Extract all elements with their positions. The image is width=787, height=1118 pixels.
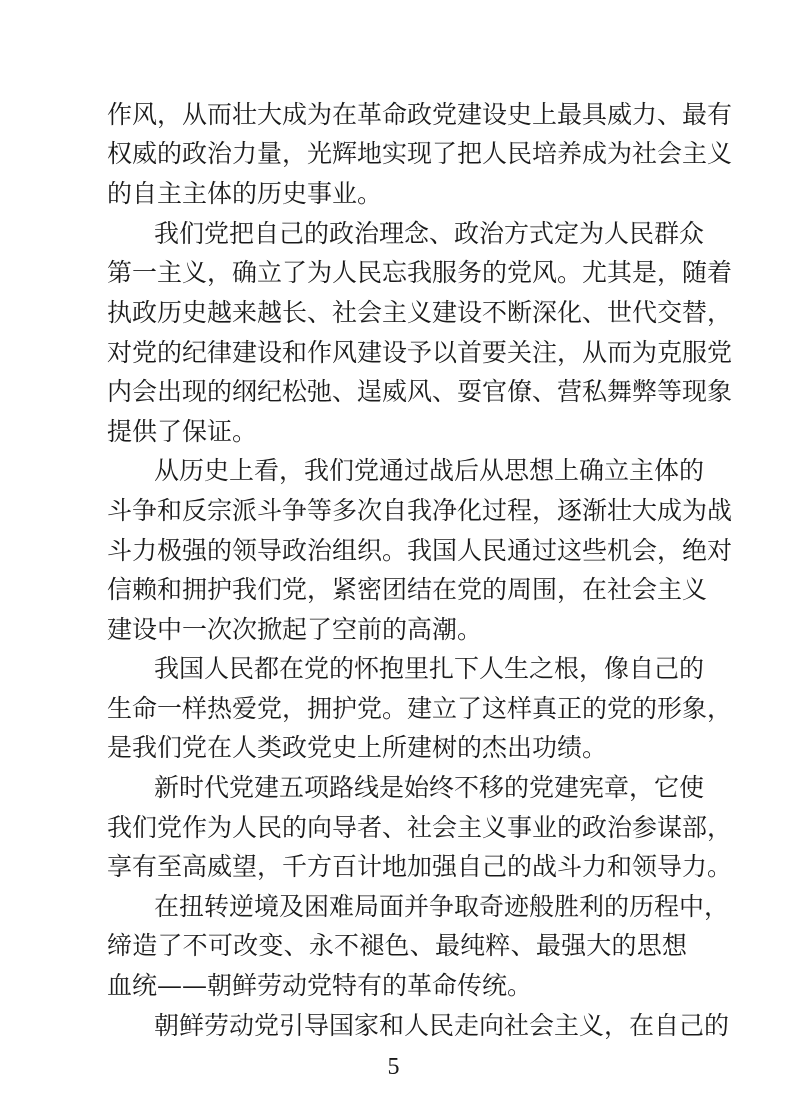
body-line: 享有至高威望，千方百计地加强自己的战斗力和领导力。 xyxy=(107,852,733,881)
body-line: 建设中一次次掀起了空前的高潮。 xyxy=(107,615,483,644)
body-line: 血统——朝鲜劳动党特有的革命传统。 xyxy=(107,971,533,1000)
page-number: 5 xyxy=(387,1054,400,1080)
body-line: 对党的纪律建设和作风建设予以首要关注，从而为克服党 xyxy=(107,338,733,367)
body-line: 内会出现的纲纪松弛、逞威风、耍官僚、营私舞弊等现象 xyxy=(107,377,733,406)
body-line: 执政历史越来越长、社会主义建设不断深化、世代交替， xyxy=(107,298,733,327)
paragraph-first-line: 朝鲜劳动党引导国家和人民走向社会主义，在自己的 xyxy=(154,1011,730,1040)
paragraph-first-line: 新时代党建五项路线是始终不移的党建宪章，它使 xyxy=(154,773,705,802)
body-line: 生命一样热爱党，拥护党。建立了这样真正的党的形象， xyxy=(107,694,733,723)
body-line: 斗争和反宗派斗争等多次自我净化过程，逐渐壮大成为战 xyxy=(107,496,733,525)
body-line: 是我们党在人类政党史上所建树的杰出功绩。 xyxy=(107,733,608,762)
body-line: 缔造了不可改变、永不褪色、最纯粹、最强大的思想 xyxy=(107,931,687,960)
body-line: 的自主主体的历史事业。 xyxy=(107,179,383,208)
body-line: 信赖和拥护我们党，紧密团结在党的周围，在社会主义 xyxy=(107,575,708,604)
body-line: 作风，从而壮大成为在革命政党建设史上最具威力、最有 xyxy=(107,100,733,129)
paragraph-first-line: 从历史上看，我们党通过战后从思想上确立主体的 xyxy=(154,456,705,485)
paragraph-first-line: 我国人民都在党的怀抱里扎下人生之根，像自己的 xyxy=(154,654,705,683)
body-line: 权威的政治力量，光辉地实现了把人民培养成为社会主义 xyxy=(107,139,733,168)
body-line: 我们党作为人民的向导者、社会主义事业的政治参谋部， xyxy=(107,813,733,842)
body-line: 第一主义，确立了为人民忘我服务的党风。尤其是，随着 xyxy=(107,258,733,287)
body-line: 提供了保证。 xyxy=(107,417,258,446)
paragraph-first-line: 我们党把自己的政治理念、政治方式定为人民群众 xyxy=(154,219,705,248)
body-line: 斗力极强的领导政治组织。我国人民通过这些机会，绝对 xyxy=(107,536,733,565)
paragraph-first-line: 在扭转逆境及困难局面并争取奇迹般胜利的历程中， xyxy=(154,892,730,921)
